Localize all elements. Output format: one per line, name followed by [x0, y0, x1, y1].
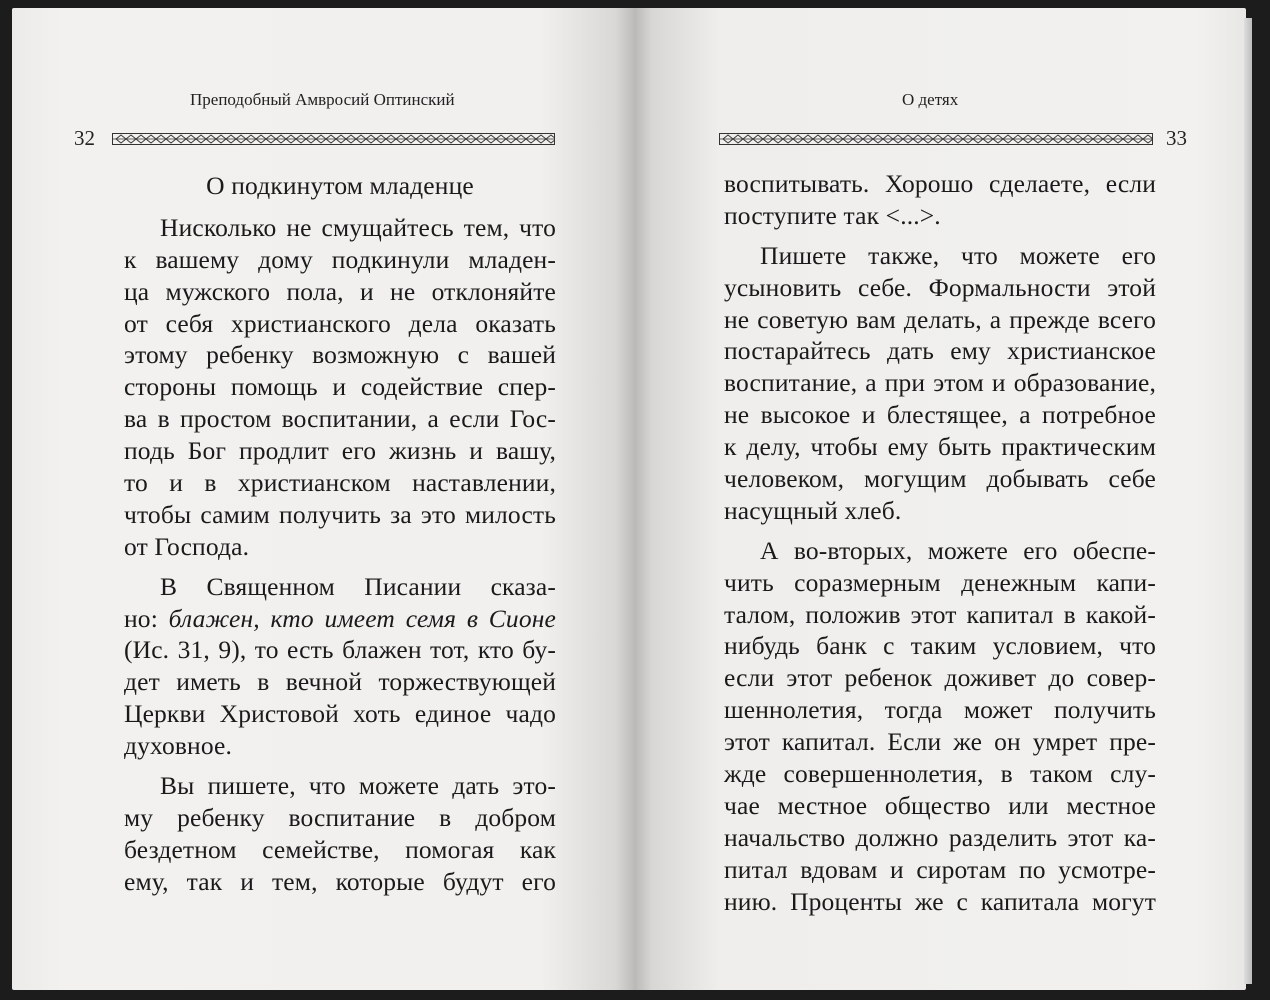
text-line: подь Бог продлит его жизнь и вашу, [124, 436, 556, 466]
text-line: питал вдовам и сиротам по усмотре- [724, 854, 1156, 884]
text-line: ва в простом воспитании, а если Гос- [124, 404, 556, 434]
section-heading: О подкинутом младенце [206, 171, 474, 200]
text-line: нибудь банк с таким условием, что [724, 631, 1156, 661]
text-line: талом, положив этот капитал в какой- [724, 599, 1156, 629]
text-line: этому ребенку возможную с вашей [124, 340, 556, 370]
text-line: дет иметь в вечной торжествующей [124, 667, 556, 697]
italic-quote: блажен, кто имеет семя в Сионе [168, 603, 556, 633]
text-line: воспитывать. Хорошо сделаете, если [724, 169, 1156, 198]
text-run: но: [124, 603, 169, 633]
text-line: постарайтесь дать ему христианское [724, 336, 1156, 366]
text-line: то и в христианском наставлении, [124, 468, 556, 498]
text-line: к делу, чтобы ему быть практическим [724, 432, 1156, 462]
text-line: А во-вторых, можете его обеспе- [760, 535, 1156, 565]
left-page [12, 8, 634, 990]
text-line: от себя христианского дела оказать [124, 308, 556, 338]
text-line: шеннолетия, тогда может получить [724, 695, 1156, 725]
text-line: духовное. [124, 731, 233, 761]
text-line: ему, так и тем, которые будут его [124, 866, 556, 896]
text-line: нию. Проценты же с капитала могут [724, 886, 1156, 916]
text-line: насущный хлеб. [724, 495, 902, 525]
text-line: поступите так <...>. [724, 200, 941, 230]
text-line: чтобы самим получить за это милость [124, 499, 556, 529]
text-line: бездетном семействе, помогая как [124, 834, 556, 864]
text-line: усыновить себе. Формальности этой [724, 272, 1156, 302]
right-page [634, 8, 1246, 990]
text-line: Пишете также, что можете его [760, 240, 1156, 270]
text-line: жде совершеннолетия, в таком слу- [724, 759, 1156, 789]
text-line: от Господа. [124, 531, 250, 561]
text-line: не советую вам делать, а прежде всего [724, 304, 1156, 334]
page-number-right: 33 [1166, 126, 1187, 150]
body-text-left [124, 170, 556, 898]
text-line: Церкви Христовой хоть единое чадо [124, 699, 556, 729]
text-line: человеком, могущим добывать себе [724, 464, 1156, 494]
text-line: Вы пишете, что можете дать это- [160, 771, 556, 801]
text-line: В Священном Писании сказа- [160, 571, 556, 601]
text-line: воспитание, а при этом и образование, [724, 368, 1156, 398]
open-book [12, 8, 1250, 994]
header-ornament-right [719, 133, 1153, 145]
text-line: му ребенку воспитание в добром [124, 802, 556, 832]
header-ornament-left [112, 133, 555, 145]
running-head-right: О детях [902, 90, 959, 109]
text-line: если этот ребенок доживет до совер- [724, 663, 1156, 693]
page-number-left: 32 [74, 126, 95, 150]
text-line: ца мужского пола, и не отклоняйте [124, 276, 556, 306]
text-line: стороны помощь и содействие спер- [124, 372, 556, 402]
text-line: не высокое и блестящее, а потребное [724, 400, 1156, 430]
body-text-right [724, 168, 1156, 917]
text-line: чить соразмерным денежным капи- [724, 567, 1156, 597]
text-line: к вашему дому подкинули младен- [124, 244, 556, 274]
text-line: этот капитал. Если же он умрет пре- [724, 727, 1156, 757]
running-head-left: Преподобный Амвросий Оптинский [190, 90, 455, 109]
text-line: (Ис. 31, 9), то есть блажен тот, кто бу- [124, 635, 556, 665]
text-line: Нисколько не смущайтесь тем, что [160, 212, 556, 242]
text-line [124, 603, 556, 635]
text-line: чае местное общество или местное [724, 790, 1156, 820]
text-line: начальство должно разделить этот ка- [724, 822, 1156, 852]
page-stack-edge [1244, 18, 1252, 984]
